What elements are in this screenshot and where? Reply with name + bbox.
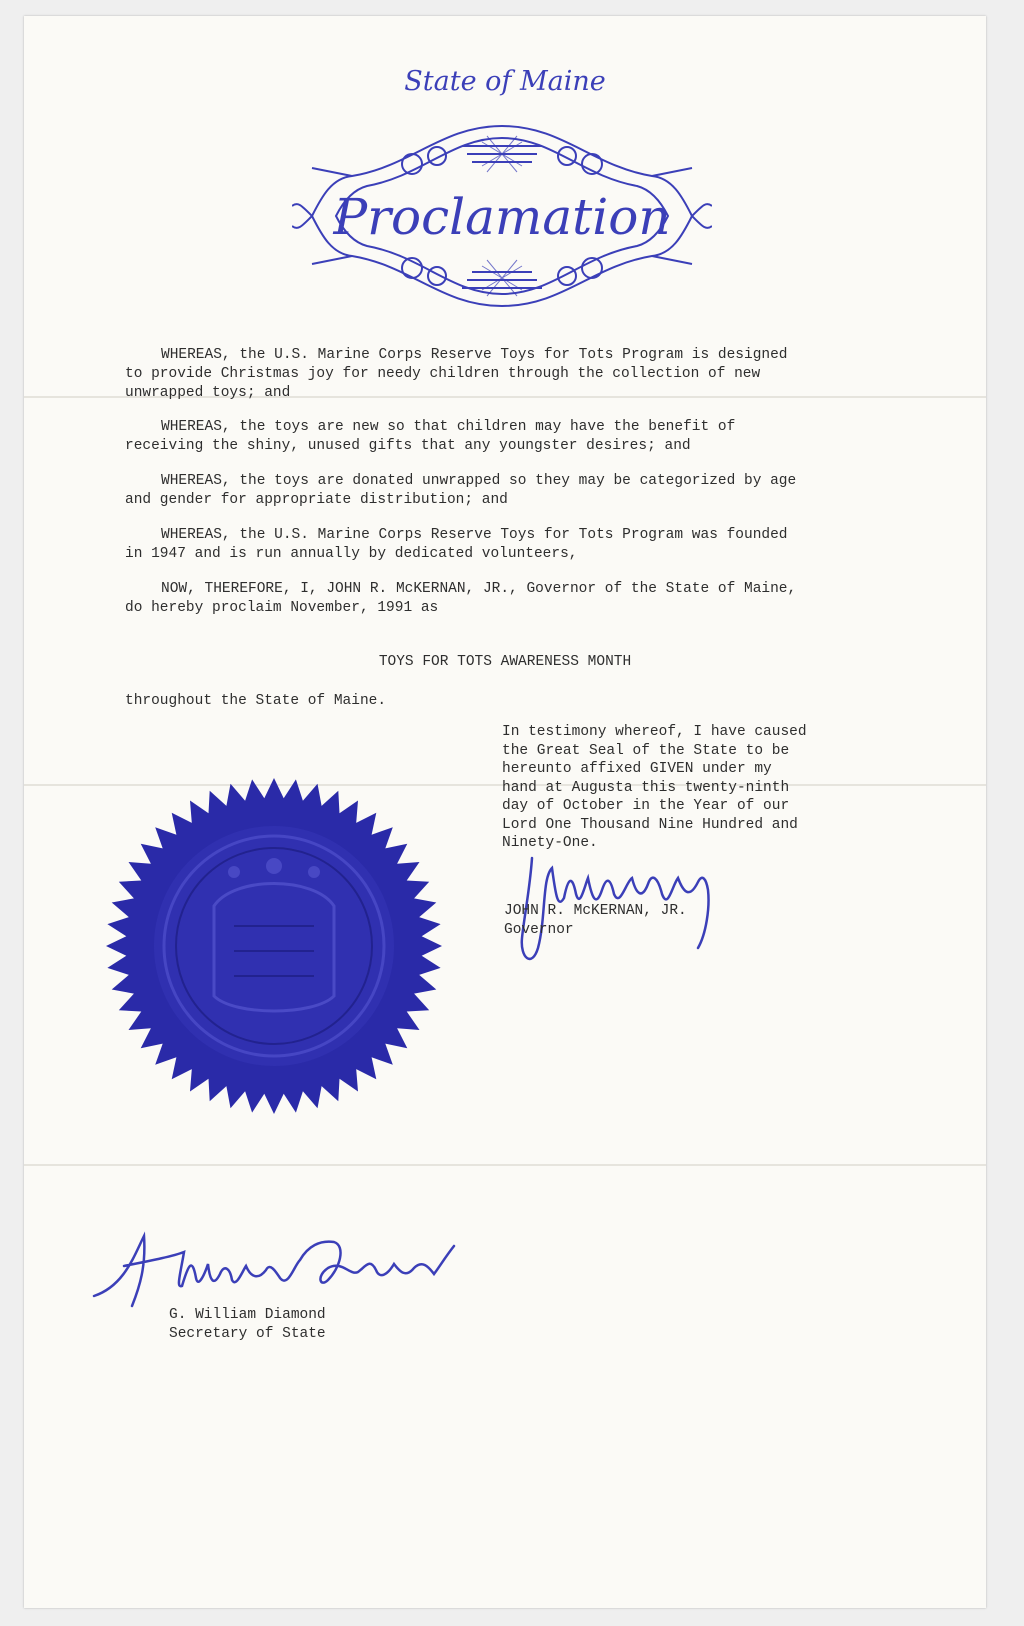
whereas-block <box>125 346 845 634</box>
governor-name: JOHN R. McKERNAN, JR. <box>504 903 687 919</box>
great-seal-icon <box>104 776 444 1116</box>
paragraph-4: WHEREAS, the U.S. Marine Corps Reserve Toys for Tots Program was founded in 1947 and is run annually by dedicated volunteers, <box>125 527 788 562</box>
fold-line <box>24 1164 986 1166</box>
cartouche-ornament-icon <box>292 106 712 346</box>
paragraph-3: WHEREAS, the toys are donated unwrapped so they may be categorized by age and gender for appropriate distribution; and <box>125 473 797 508</box>
closing-line: throughout the State of Maine. <box>125 693 387 709</box>
secretary-block <box>169 1306 326 1344</box>
secretary-title: Secretary of State <box>169 1326 326 1342</box>
secretary-name: G. William Diamond <box>169 1307 326 1323</box>
proclamation-title: Proclamation <box>333 188 671 246</box>
paragraph-5: NOW, THEREFORE, I, JOHN R. McKERNAN, JR., Governor of the State of Maine, do hereby proclaim November, 1991 as <box>125 581 797 616</box>
state-heading: State of Maine <box>404 66 606 97</box>
proclaimed-title: TOYS FOR TOTS AWARENESS MONTH <box>378 654 632 670</box>
paragraph-2: WHEREAS, the toys are new so that children may have the benefit of receiving the shiny, unused gifts that any youngster desires; and <box>125 419 736 454</box>
paragraph-1: WHEREAS, the U.S. Marine Corps Reserve Toys for Tots Program is designed to provide Christmas joy for needy children through the collection of new unwrapped toys; and <box>125 347 788 401</box>
governor-title: Governor <box>504 922 574 938</box>
governor-block <box>504 902 687 940</box>
proclamation-sheet <box>24 16 986 1608</box>
testimony-clause: In testimony whereof, I have caused the Great Seal of the State to be hereunto affixed GIVEN under my hand at Augusta this twenty-ninth day of October in the Year of our Lord One Thousand Nine Hundred and Ninety-One. <box>502 724 807 851</box>
secretary-signature <box>84 1216 484 1316</box>
